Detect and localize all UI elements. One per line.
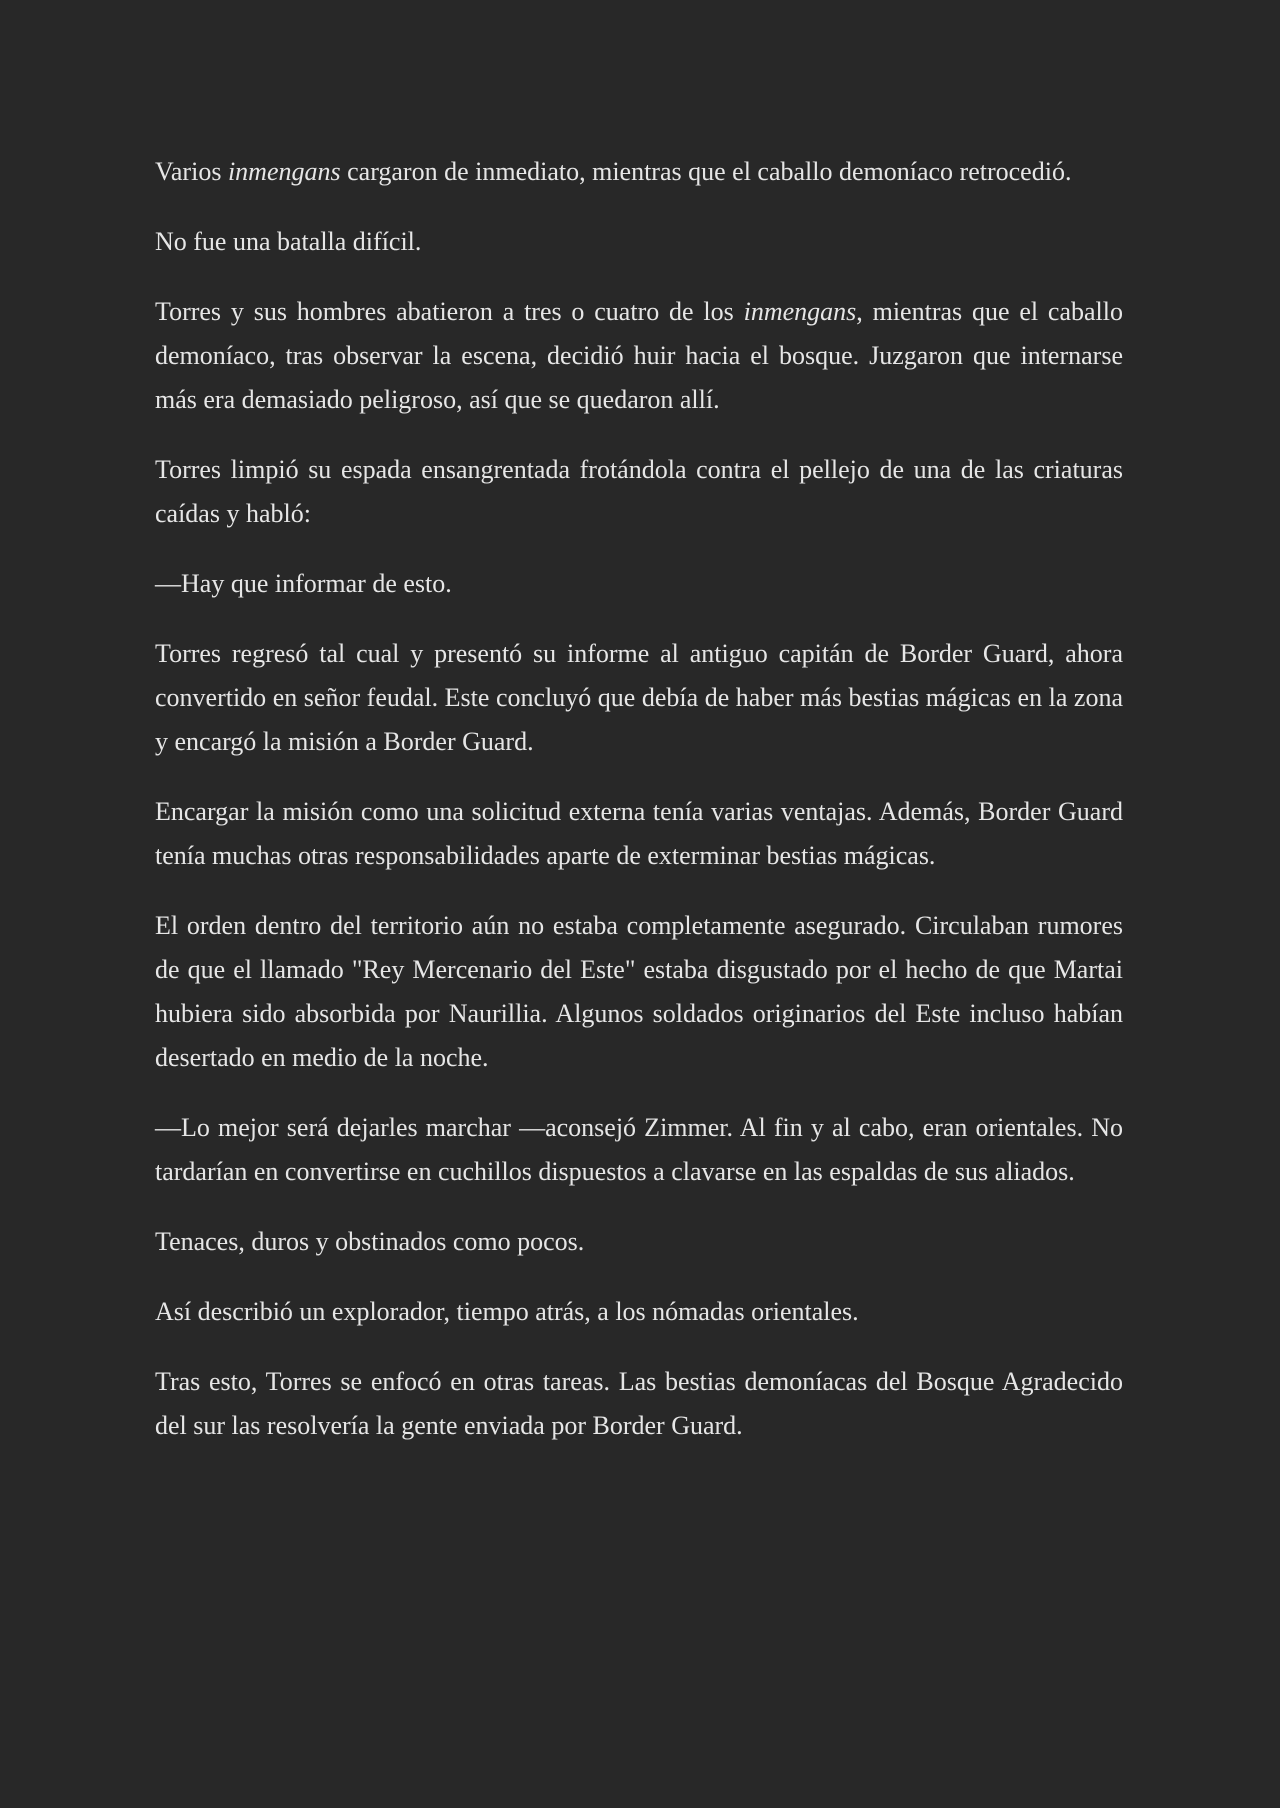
paragraph-5: —Hay que informar de esto.: [155, 569, 452, 598]
paragraph-10: Tenaces, duros y obstinados como pocos.: [155, 1227, 585, 1256]
paragraph-4: Torres limpió su espada ensangrentada frotándola contra el pellejo de una de las criaturas caídas y habló:: [155, 455, 1123, 528]
paragraph-7: Encargar la misión como una solicitud externa tenía varias ventajas. Además, Border Guard tenía muchas otras responsabilidades aparte de exterminar bestias mágicas.: [155, 797, 1123, 870]
paragraph-3: Torres y sus hombres abatieron a tres o cuatro de los inmengans, mientras que el caballo demoníaco, tras observar la escena, decidió huir hacia el bosque. Juzgaron que internarse más era demasiado peligroso, así que se quedaron allí.: [155, 297, 1124, 414]
paragraph-6: Torres regresó tal cual y presentó su informe al antiguo capitán de Border Guard, ahora convertido en señor feudal. Este concluyó que debía de haber más bestias mágicas en la zona y encargó la misión a Border Guard.: [155, 639, 1123, 756]
paragraph-1: Varios inmengans cargaron de inmediato, mientras que el caballo demoníaco retrocedió.: [155, 157, 1072, 186]
italic-term: inmengans: [743, 297, 857, 326]
paragraph-12: Tras esto, Torres se enfocó en otras tareas. Las bestias demoníacas del Bosque Agradecido del sur las resolvería la gente enviada por Border Guard.: [155, 1367, 1123, 1440]
paragraph-9: —Lo mejor será dejarles marchar —aconsejó Zimmer. Al fin y al cabo, eran orientales. No tardarían en convertirse en cuchillos dispuestos a clavarse en las espaldas de sus aliados.: [155, 1113, 1123, 1186]
document-page: [155, 150, 1123, 1474]
paragraph-11: Así describió un explorador, tiempo atrás, a los nómadas orientales.: [155, 1297, 859, 1326]
paragraph-2: No fue una batalla difícil.: [155, 227, 422, 256]
paragraph-8: El orden dentro del territorio aún no estaba completamente asegurado. Circulaban rumores de que el llamado "Rey Mercenario del Este" estaba disgustado por el hecho de que Martai hubiera sido absorbida por Naurillia. Algunos soldados originarios del Este incluso habían desertado en medio de la noche.: [155, 911, 1123, 1072]
italic-term: inmengans: [227, 157, 341, 186]
